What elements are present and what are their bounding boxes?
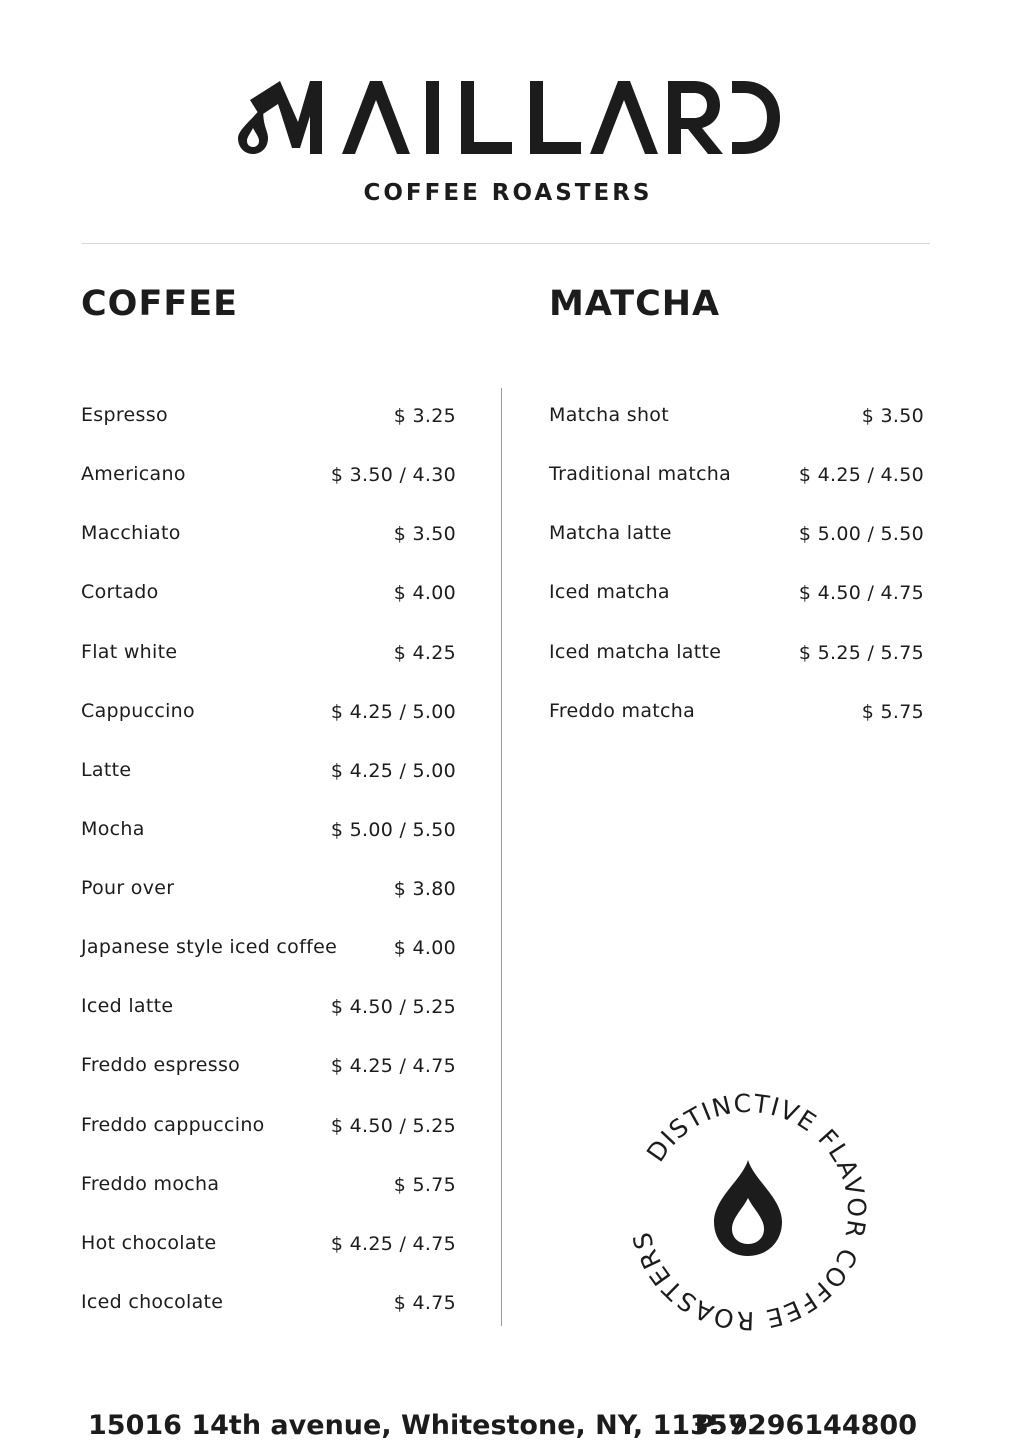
menu-item	[81, 696, 456, 755]
menu-item-price: $ 5.75	[393, 1173, 456, 1196]
menu-item-name: Traditional matcha	[549, 463, 732, 486]
menu-item-name: Espresso	[81, 404, 168, 426]
menu-item-name: Freddo cappuccino	[81, 1113, 265, 1136]
menu-item-name: Cappuccino	[81, 699, 195, 722]
menu-item-price: $ 5.00 / 5.50	[330, 818, 456, 841]
brand-tagline: COFFEE ROASTERS	[363, 180, 653, 206]
menu-item	[81, 400, 456, 459]
menu-item-name: Matcha shot	[549, 404, 669, 426]
menu-item-price: $ 4.25	[393, 641, 456, 664]
menu-item-name: Matcha latte	[549, 522, 672, 545]
menu-item-price: $ 4.75	[393, 1291, 456, 1314]
menu-item-name: Iced matcha latte	[549, 640, 722, 663]
menu-item	[81, 932, 456, 991]
coffee-menu-list	[81, 400, 456, 1346]
menu-item-price: $ 4.25 / 5.00	[330, 700, 456, 723]
drop-icon	[714, 1160, 782, 1256]
menu-item-price: $ 3.80	[393, 878, 456, 900]
menu-item	[81, 518, 456, 577]
menu-item-price: $ 5.25 / 5.75	[798, 641, 924, 664]
menu-item-name: Iced latte	[81, 995, 174, 1018]
menu-item	[549, 459, 924, 518]
menu-item-name: Freddo espresso	[81, 1054, 241, 1077]
menu-item	[549, 696, 924, 755]
menu-item-price: $ 3.50	[861, 405, 924, 427]
menu-item	[81, 1169, 456, 1228]
menu-item-price: $ 4.25 / 4.50	[798, 464, 924, 487]
menu-item-name: Americano	[81, 463, 186, 486]
menu-item-price: $ 5.75	[861, 700, 924, 723]
menu-item-name: Cortado	[81, 581, 159, 604]
menu-item	[549, 577, 924, 636]
menu-item-price: $ 4.00	[393, 582, 456, 605]
menu-item	[81, 991, 456, 1050]
menu-item-name: Macchiato	[81, 522, 181, 545]
menu-item-name: Mocha	[81, 817, 145, 840]
menu-item	[81, 1110, 456, 1169]
menu-item	[81, 755, 456, 814]
menu-item-name: Freddo matcha	[549, 699, 696, 722]
menu-item-name: Japanese style iced coffee	[81, 936, 338, 959]
menu-item-price: $ 4.25 / 5.00	[330, 759, 456, 782]
header-divider	[82, 243, 930, 244]
menu-item	[81, 459, 456, 518]
menu-item	[81, 577, 456, 636]
matcha-section-title: MATCHA	[549, 284, 721, 324]
menu-item-name: Latte	[81, 758, 132, 781]
menu-item-name: Iced matcha	[549, 581, 670, 604]
menu-item	[81, 873, 456, 932]
column-divider	[501, 388, 502, 1326]
matcha-menu-list	[549, 400, 924, 755]
menu-item	[81, 637, 456, 696]
coffee-section-title: COFFEE	[81, 284, 239, 324]
menu-item-price: $ 4.25 / 4.75	[330, 1055, 456, 1078]
menu-item-price: $ 4.25 / 4.75	[330, 1232, 456, 1255]
menu-item-price: $ 3.50 / 4.30	[330, 464, 456, 487]
maillard-logo	[236, 78, 780, 156]
menu-item	[549, 637, 924, 696]
menu-item-name: Flat white	[81, 640, 178, 663]
menu-item-price: $ 4.50 / 4.75	[798, 582, 924, 605]
menu-item-price: $ 4.50 / 5.25	[330, 1114, 456, 1137]
menu-item	[81, 1287, 456, 1346]
badge-ring-text: DISTINCTIVE FLAVOR COFFEE ROASTERS	[626, 1088, 872, 1336]
menu-item-price: $ 5.00 / 5.50	[798, 523, 924, 546]
distinctive-flavor-badge	[622, 1086, 874, 1338]
menu-item-name: Freddo mocha	[81, 1172, 220, 1195]
menu-item-name: Iced chocolate	[81, 1290, 224, 1313]
menu-item-price: $ 4.50 / 5.25	[330, 996, 456, 1019]
menu-item	[81, 1228, 456, 1287]
menu-item	[81, 1050, 456, 1109]
menu-item-price: $ 4.00	[393, 937, 456, 960]
footer-address: 15016 14th avenue, Whitestone, NY, 11357.	[88, 1410, 757, 1441]
menu-item-name: Pour over	[81, 877, 175, 899]
menu-item	[549, 400, 924, 459]
menu-item-price: $ 3.50	[393, 523, 456, 546]
menu-item-price: $ 3.25	[393, 405, 456, 427]
menu-item	[81, 814, 456, 873]
footer-phone: P. 9296144800	[694, 1410, 917, 1441]
menu-item	[549, 518, 924, 577]
menu-item-name: Hot chocolate	[81, 1231, 217, 1254]
